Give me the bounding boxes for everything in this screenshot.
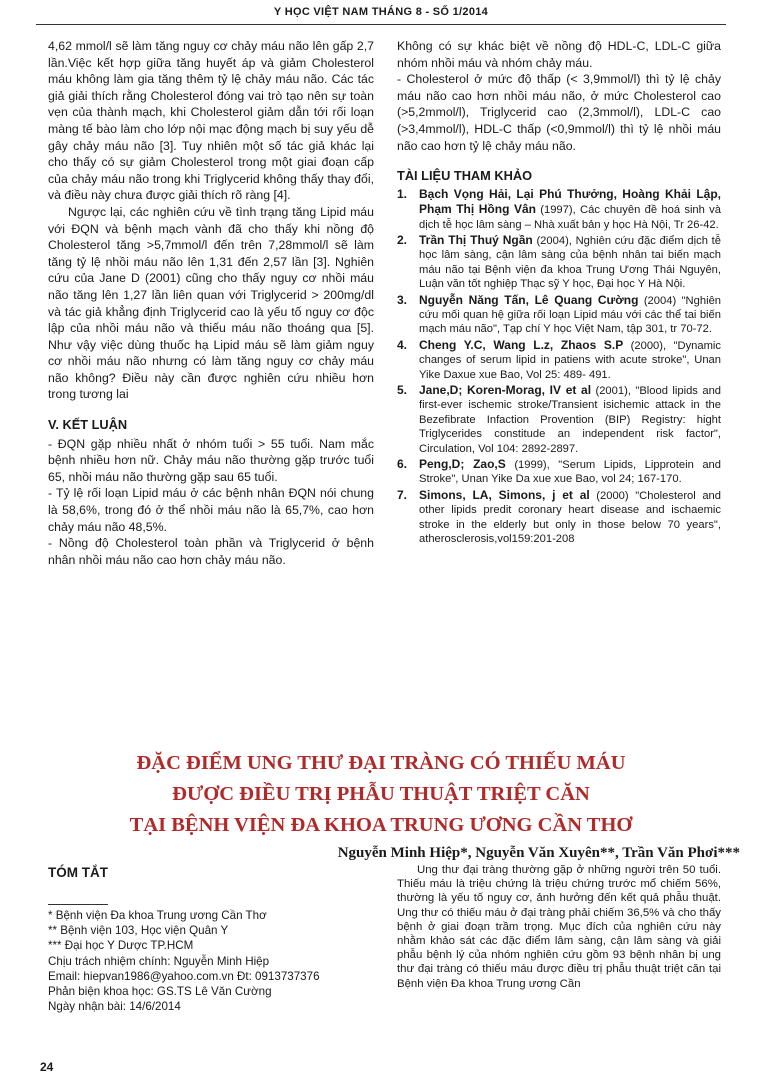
article-title-line: ĐƯỢC ĐIỀU TRỊ PHẪU THUẬT TRIỆT CĂN <box>172 783 590 805</box>
affiliation-line: ** Bệnh viện 103, Học viện Quân Y <box>48 924 229 938</box>
reference-authors: Peng,D; Zao,S <box>419 457 506 472</box>
reference-text: (1997), Các chuyên đề hoá sinh và dịch tễ học lâm sàng – Nhà xuất bản y học Hà Nội, Tr 26-42. <box>419 204 721 231</box>
reference-item <box>397 488 721 547</box>
conclusion-item: - Tỷ lệ rối loạn Lipid máu ở các bệnh nhân ĐQN nói chung là 58,6%, trong đó ở thể nhồi máu não là 65,7%, cao hơn chảy máu não 48,5%. <box>48 486 374 534</box>
affiliation-line: * Bệnh viện Đa khoa Trung ương Cần Thơ <box>48 909 267 922</box>
running-header: Y HỌC VIỆT NAM THÁNG 8 - SỐ 1/2014 <box>273 6 489 18</box>
conclusion-heading: V. KẾT LUẬN <box>48 417 128 433</box>
right-column <box>397 38 721 548</box>
affiliation-line: Email: hiepvan1986@yahoo.com.vn Đt: 0913737376 <box>48 969 320 983</box>
reference-number: 3. <box>397 292 408 307</box>
reference-number: 6. <box>397 457 408 472</box>
article-authors: Nguyễn Minh Hiệp*, Nguyễn Văn Xuyên**, Trần Văn Phơi*** <box>337 845 740 861</box>
affiliation-line: Chịu trách nhiệm chính: Nguyễn Minh Hiệp <box>48 954 270 968</box>
reference-text: (2004), Nghiên cứu đặc điểm dịch tễ học lâm sàng, cận lâm sàng của bệnh nhân tai biến mạch máu não tại Bệnh viện đa khoa Trung Ương Thái Nguyên, Luận văn tốt nghiệp Thạc sỹ Y học, Đại học Y Hà Nội. <box>419 234 721 291</box>
reference-text: (2000) "Cholesterol and other lipids predit coronary heart disease and ischaemic stroke in the elderly but only in those below 70 years", atherosclerosis,vol159:201-208 <box>419 489 721 546</box>
right-paragraph-2: - Cholesterol ở mức độ thấp (< 3,9mmol/l) thì tỷ lệ chảy máu não cao hơn nhồi máu não, ở mức Cholesterol cao (>5,2mmol/l), Triglycerid cao (2,3mmol/l), LDL-C cao (>3,4mmol/l), HDL-C thấp (<0,9mmol/l) thì tỷ lệ nhồi máu não cao hơn tỷ lệ chảy máu não. <box>397 72 721 153</box>
reference-number: 7. <box>397 487 408 502</box>
reference-item <box>397 457 721 487</box>
reference-number: 2. <box>397 232 408 247</box>
conclusion-item: - Nồng độ Cholesterol toàn phần và Triglycerid ở bệnh nhân nhồi máu não cao hơn chảy máu não. <box>48 536 374 567</box>
reference-number: 5. <box>397 383 408 398</box>
reference-item <box>397 383 721 456</box>
reference-number: 4. <box>397 337 408 352</box>
reference-authors: Nguyễn Năng Tấn, Lê Quang Cường <box>419 292 639 307</box>
conclusion-item: - ĐQN gặp nhiều nhất ở nhóm tuổi > 55 tuổi. Nam mắc bệnh nhiều hơn nữ. Chảy máu não thường gặp trước tuổi 65, nhồi máu não thường gặp sau 65 tuổi. <box>48 436 374 484</box>
reference-item <box>397 338 721 382</box>
left-paragraph-1: 4,62 mmol/l sẽ làm tăng nguy cơ chảy máu não lên gấp 2,7 lần.Việc kết hợp giữa tăng huyết áp và giảm Cholesterol máu không làm gia tăng thêm tỷ lệ chảy máu não. Các tác giả giải thích rằng Cholesterol đóng vai trò tạo nên sự toàn vẹn của thành mạch, khi Cholesterol giảm dẫn tới rối loạn màng tế bào làm cho lớp nội mạc động mạch bị suy yếu dễ gây chảy máu não [3]. Tuy nhiên một số tác giả khác lại cho thấy có sự giảm Cholesterol trong một giai đoạn cấp của chảy máu não trong khi Triglycerid không thấy thay đổi, và điều này chưa được giải thích rõ ràng [4]. <box>48 39 374 203</box>
header-rule <box>36 24 726 25</box>
reference-text: (2004) "Nghiên cứu mối quan hệ giữa rối loạn Lipid máu với các thể tai biến mạch máu não", Tạp chí Y học Việt Nam, tập 301, tr 70-72. <box>419 294 722 336</box>
right-paragraph-1: Không có sự khác biệt về nồng độ HDL-C, LDL-C giữa nhóm nhồi máu và nhóm chảy máu. <box>397 39 721 70</box>
affiliation-line: *** Đại học Y Dược TP.HCM <box>48 939 194 953</box>
reference-authors: Trần Thị Thuý Ngần <box>419 232 533 247</box>
left-column <box>48 38 374 568</box>
reference-number: 1. <box>397 186 408 201</box>
reference-authors: Simons, LA, Simons, j et al <box>419 487 590 502</box>
reference-authors: Bạch Vọng Hải, Lại Phú Thưởng, Hoàng Khải Lập, Phạm Thị Hồng Vân <box>419 186 721 217</box>
reference-item <box>397 233 721 292</box>
abstract-heading: TÓM TẮT <box>48 865 108 880</box>
page-number: 24 <box>40 1060 54 1074</box>
reference-text: (2000), "Dynamic changes of serum lipid in patiens with acute stroke", Unan Yike Daxue xue Bao, Vol 25: 489- 491. <box>419 339 722 381</box>
reference-text: (2001), "Blood lipids and first-ever ischemic stroke/Transient isichemic attack in the Bezefibrate Infaction Provention (BIP) Registry: hight Triglycerides constitude an independent risk factor", Circulation, Vol 104: 2892-2897. <box>419 385 722 455</box>
left-paragraph-2: Ngược lại, các nghiên cứu về tình trạng tăng Lipid máu với ĐQN và bệnh mạch vành đã cho thấy khi nồng độ Cholesterol tăng >5,7mmol/l đến trên 7,28mmol/l sẽ làm tăng tỷ lệ nhồi máu não lên 1,31 đến 2,57 lần [3]. Nghiên cứu của Jane D (2001) cũng cho thấy nguy cơ nhồi máu não tăng lên 1,27 lần liên quan với Triglycerid > 200mg/dl và tác giả khẳng định Triglycerid cao là yếu tố nguy cơ độc lập của nhồi máu não và thiếu máu não thoáng qua [5]. Như vậy việc dùng thuốc hạ Lipid máu sẽ làm giảm nguy cơ nhồi máu não nhưng có làm tăng nguy cơ chảy máu não không? Điều này cần được nghiên cứu nhiều hơn trong tương lai <box>48 204 374 402</box>
reference-list <box>397 187 721 547</box>
reference-item <box>397 293 721 337</box>
affiliation-rule <box>48 904 108 905</box>
affiliation-block <box>48 908 378 1014</box>
article-title <box>60 748 702 841</box>
reference-authors: Cheng Y.C, Wang L.z, Zhaos S.P <box>419 337 624 352</box>
affiliation-line: Ngày nhận bài: 14/6/2014 <box>48 1000 181 1014</box>
article-title-line: TẠI BỆNH VIỆN ĐA KHOA TRUNG ƯƠNG CẦN THƠ <box>129 814 633 836</box>
affiliation-line: Phản biện khoa học: GS.TS Lê Văn Cường <box>48 985 272 999</box>
reference-text: (1999), "Serum Lipids, Lipprotein and Stroke", Unan Yike Da xue xue Bao, vol 24; 167-170. <box>419 459 721 486</box>
references-heading: TÀI LIỆU THAM KHẢO <box>397 168 533 184</box>
article-title-line: ĐẶC ĐIỂM UNG THƯ ĐẠI TRÀNG CÓ THIẾU MÁU <box>136 752 626 774</box>
abstract-text: Ung thư đại tràng thường gặp ở những người trên 50 tuổi. Thiếu máu là triệu chứng là triệu chứng trước mổ chiếm 56%, thường là yếu tố nguy cơ, ảnh hưởng đến kết quả phẫu thuật. Ung thư có thiếu máu ở đại tràng phải chiếm 36,5% và cho thấy bệnh ở giai đoạn trầm trọng. Mục đích của nghiên cứu này nhằm khảo sát các đặc điểm lâm sàng, cận lâm sàng và giải phẫu bệnh lý của nhóm nghiên cứu gồm 93 bệnh nhân bị ung thư đại tràng có thiếu máu được điều trị phẫu thuật triệt căn tại Bệnh viện Đa khoa Trung ương Cần <box>397 864 721 990</box>
reference-authors: Jane,D; Koren-Morag, IV et al <box>419 383 592 398</box>
reference-item <box>397 187 721 232</box>
